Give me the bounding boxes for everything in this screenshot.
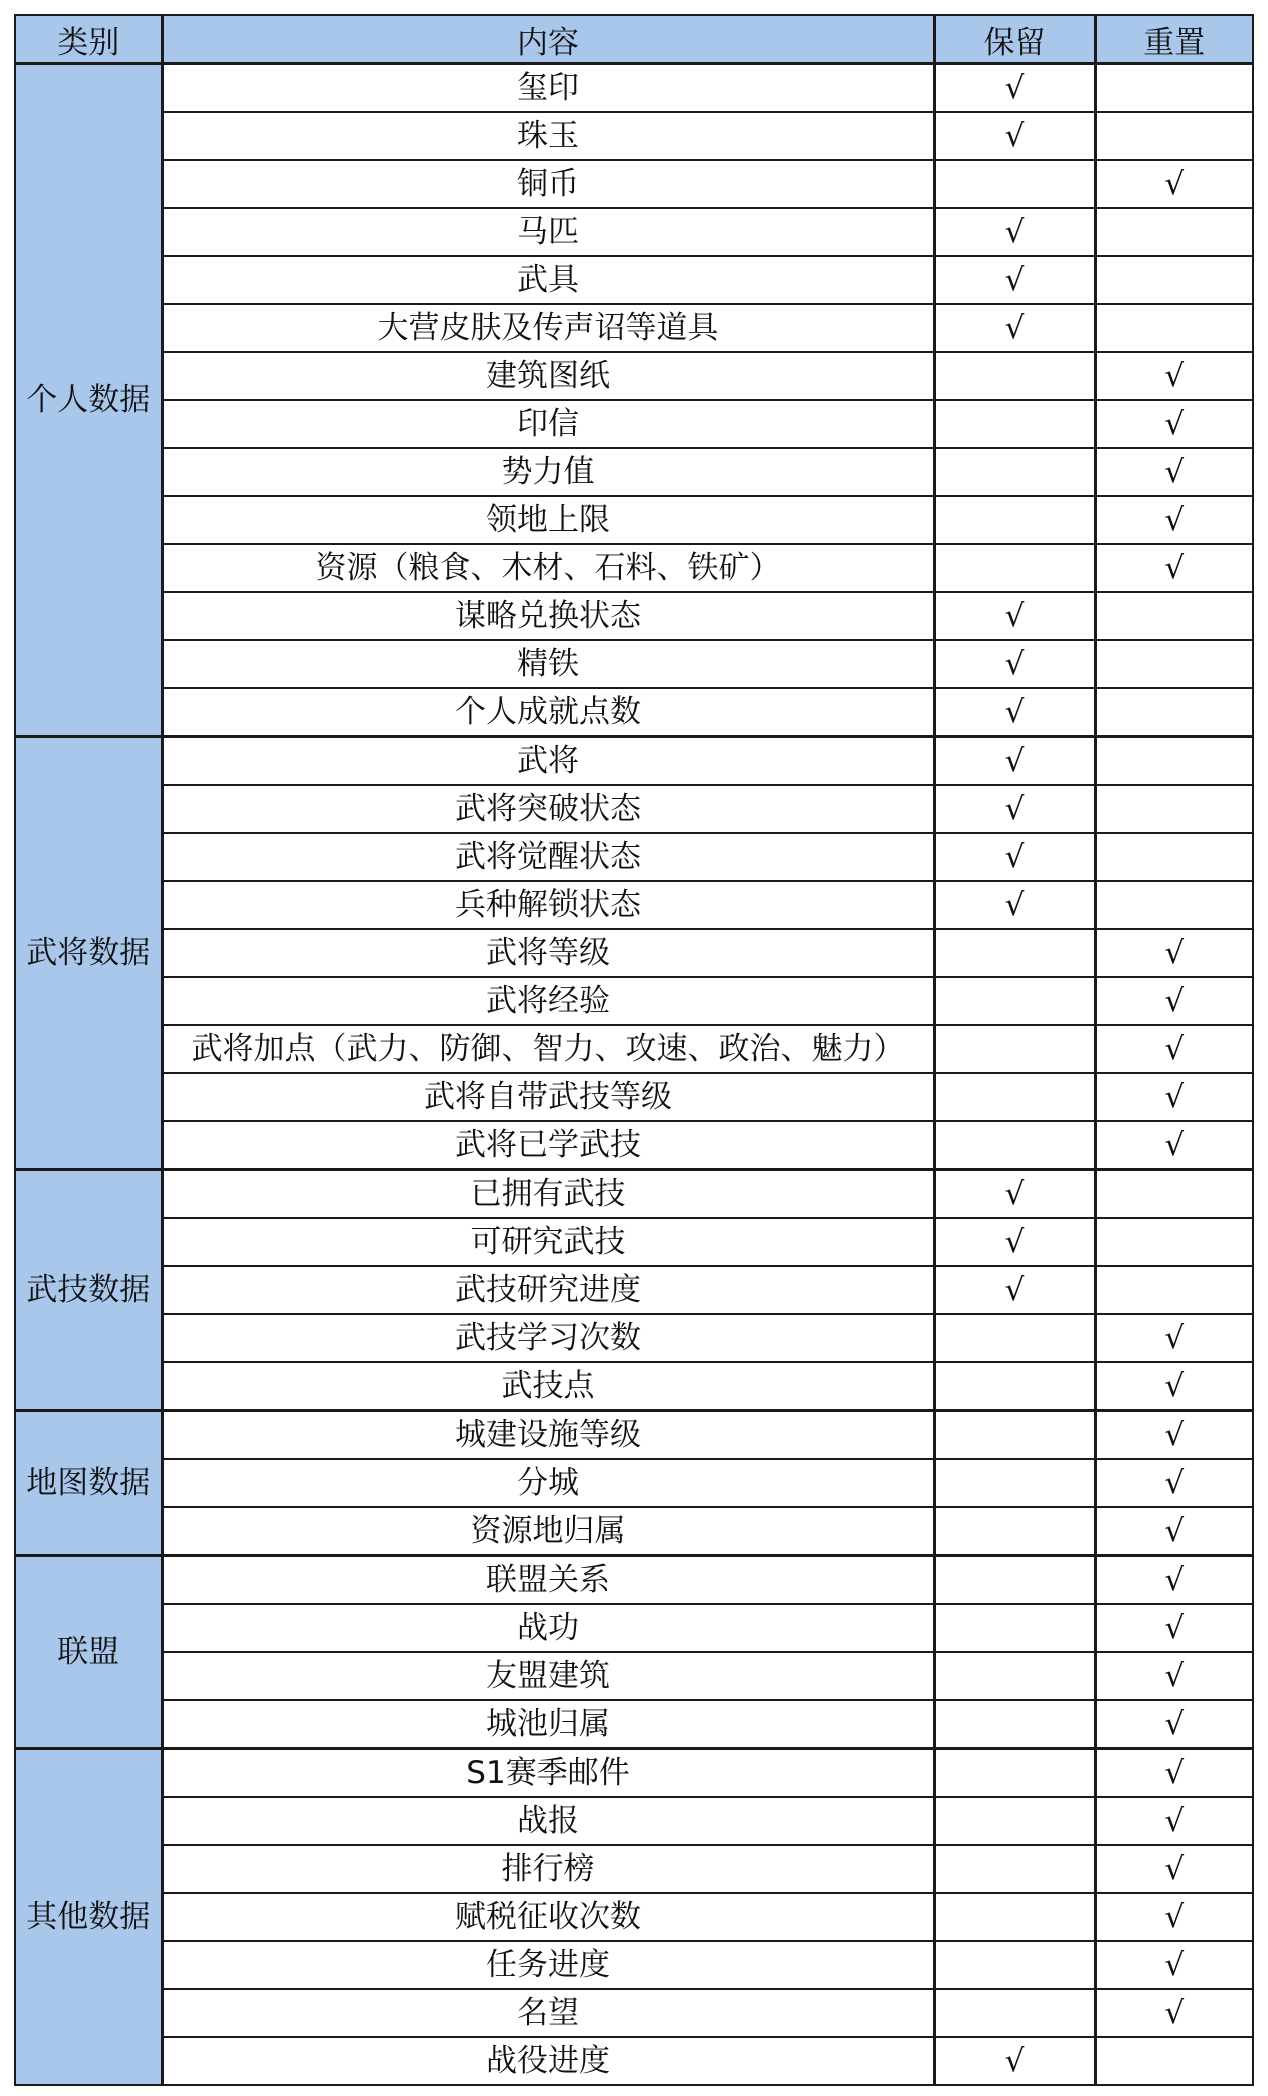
table-row xyxy=(15,785,1253,833)
table-row xyxy=(15,304,1253,352)
reset-cell xyxy=(1095,640,1253,688)
keep-cell: √ xyxy=(934,112,1095,160)
keep-cell xyxy=(934,1314,1095,1362)
reset-cell: √ xyxy=(1095,1362,1253,1411)
item-cell: 领地上限 xyxy=(162,496,934,544)
item-cell: 武将觉醒状态 xyxy=(162,833,934,881)
keep-cell xyxy=(934,1073,1095,1121)
item-cell: 铜币 xyxy=(162,160,934,208)
keep-cell xyxy=(934,160,1095,208)
item-cell: 武将已学武技 xyxy=(162,1121,934,1170)
keep-cell: √ xyxy=(934,785,1095,833)
reset-cell xyxy=(1095,304,1253,352)
reset-cell: √ xyxy=(1095,1556,1253,1605)
reset-cell: √ xyxy=(1095,1121,1253,1170)
item-cell: 玺印 xyxy=(162,64,934,113)
item-cell: 武技点 xyxy=(162,1362,934,1411)
item-cell: 势力值 xyxy=(162,448,934,496)
keep-cell: √ xyxy=(934,64,1095,113)
table-row xyxy=(15,352,1253,400)
keep-cell: √ xyxy=(934,640,1095,688)
table-row xyxy=(15,1556,1253,1605)
item-cell: 武将加点（武力、防御、智力、攻速、政治、魅力） xyxy=(162,1025,934,1073)
category-cell: 联盟 xyxy=(15,1556,162,1749)
reset-cell: √ xyxy=(1095,1507,1253,1556)
item-cell: 武技研究进度 xyxy=(162,1266,934,1314)
reset-cell: √ xyxy=(1095,1604,1253,1652)
keep-cell: √ xyxy=(934,304,1095,352)
reset-cell: √ xyxy=(1095,544,1253,592)
table-row xyxy=(15,1218,1253,1266)
item-cell: 战报 xyxy=(162,1797,934,1845)
item-cell: 大营皮肤及传声诏等道具 xyxy=(162,304,934,352)
item-cell: 珠玉 xyxy=(162,112,934,160)
item-cell: 联盟关系 xyxy=(162,1556,934,1605)
table-row xyxy=(15,1941,1253,1989)
reset-cell: √ xyxy=(1095,1025,1253,1073)
reset-cell: √ xyxy=(1095,1459,1253,1507)
keep-cell xyxy=(934,1411,1095,1460)
table-row xyxy=(15,1362,1253,1411)
data-reset-table-container xyxy=(14,14,1254,2086)
header-category: 类别 xyxy=(15,15,162,64)
keep-cell xyxy=(934,1941,1095,1989)
table-row xyxy=(15,1749,1253,1798)
table-row xyxy=(15,592,1253,640)
keep-cell xyxy=(934,352,1095,400)
keep-cell: √ xyxy=(934,1266,1095,1314)
item-cell: 武技学习次数 xyxy=(162,1314,934,1362)
keep-cell xyxy=(934,929,1095,977)
reset-cell xyxy=(1095,64,1253,113)
item-cell: 友盟建筑 xyxy=(162,1652,934,1700)
keep-cell: √ xyxy=(934,1170,1095,1219)
reset-cell: √ xyxy=(1095,1941,1253,1989)
item-cell: 武将突破状态 xyxy=(162,785,934,833)
reset-cell: √ xyxy=(1095,929,1253,977)
reset-cell: √ xyxy=(1095,1845,1253,1893)
keep-cell: √ xyxy=(934,256,1095,304)
item-cell: 马匹 xyxy=(162,208,934,256)
reset-cell xyxy=(1095,112,1253,160)
keep-cell: √ xyxy=(934,881,1095,929)
table-row xyxy=(15,112,1253,160)
table-row xyxy=(15,256,1253,304)
keep-cell xyxy=(934,1893,1095,1941)
item-cell: 印信 xyxy=(162,400,934,448)
reset-cell xyxy=(1095,881,1253,929)
keep-cell xyxy=(934,496,1095,544)
table-header xyxy=(15,15,1253,64)
item-cell: 精铁 xyxy=(162,640,934,688)
table-body xyxy=(15,64,1253,2086)
item-cell: 战役进度 xyxy=(162,2037,934,2085)
reset-cell: √ xyxy=(1095,1797,1253,1845)
reset-cell xyxy=(1095,1170,1253,1219)
category-cell: 地图数据 xyxy=(15,1411,162,1556)
table-row xyxy=(15,2037,1253,2085)
keep-cell xyxy=(934,1025,1095,1073)
table-row xyxy=(15,833,1253,881)
table-row xyxy=(15,64,1253,113)
keep-cell xyxy=(934,400,1095,448)
table-row xyxy=(15,1893,1253,1941)
reset-cell xyxy=(1095,737,1253,786)
table-row xyxy=(15,448,1253,496)
keep-cell: √ xyxy=(934,833,1095,881)
table-row xyxy=(15,1073,1253,1121)
item-cell: 分城 xyxy=(162,1459,934,1507)
reset-cell xyxy=(1095,2037,1253,2085)
header-content: 内容 xyxy=(162,15,934,64)
table-row xyxy=(15,640,1253,688)
table-row xyxy=(15,1604,1253,1652)
reset-cell xyxy=(1095,1266,1253,1314)
item-cell: 城池归属 xyxy=(162,1700,934,1749)
keep-cell xyxy=(934,1604,1095,1652)
header-row xyxy=(15,15,1253,64)
table-row xyxy=(15,544,1253,592)
table-row xyxy=(15,1507,1253,1556)
item-cell: 赋税征收次数 xyxy=(162,1893,934,1941)
item-cell: 武具 xyxy=(162,256,934,304)
table-row xyxy=(15,1797,1253,1845)
reset-cell: √ xyxy=(1095,1411,1253,1460)
reset-cell xyxy=(1095,1218,1253,1266)
table-row xyxy=(15,1411,1253,1460)
reset-cell xyxy=(1095,592,1253,640)
keep-cell xyxy=(934,1121,1095,1170)
item-cell: 武将自带武技等级 xyxy=(162,1073,934,1121)
reset-cell xyxy=(1095,256,1253,304)
keep-cell xyxy=(934,448,1095,496)
reset-cell xyxy=(1095,833,1253,881)
keep-cell xyxy=(934,1700,1095,1749)
keep-cell: √ xyxy=(934,688,1095,737)
reset-cell: √ xyxy=(1095,448,1253,496)
reset-cell: √ xyxy=(1095,1652,1253,1700)
item-cell: 任务进度 xyxy=(162,1941,934,1989)
table-row xyxy=(15,1652,1253,1700)
keep-cell xyxy=(934,977,1095,1025)
table-row xyxy=(15,688,1253,737)
item-cell: 已拥有武技 xyxy=(162,1170,934,1219)
keep-cell xyxy=(934,1556,1095,1605)
item-cell: 战功 xyxy=(162,1604,934,1652)
keep-cell xyxy=(934,1845,1095,1893)
table-row xyxy=(15,929,1253,977)
category-cell: 武技数据 xyxy=(15,1170,162,1411)
header-reset: 重置 xyxy=(1095,15,1253,64)
item-cell: 资源地归属 xyxy=(162,1507,934,1556)
keep-cell: √ xyxy=(934,208,1095,256)
item-cell: 武将等级 xyxy=(162,929,934,977)
keep-cell xyxy=(934,544,1095,592)
reset-cell xyxy=(1095,785,1253,833)
item-cell: 武将经验 xyxy=(162,977,934,1025)
reset-cell: √ xyxy=(1095,160,1253,208)
header-keep: 保留 xyxy=(934,15,1095,64)
table-row xyxy=(15,737,1253,786)
reset-cell: √ xyxy=(1095,496,1253,544)
table-row xyxy=(15,1025,1253,1073)
keep-cell xyxy=(934,1507,1095,1556)
table-row xyxy=(15,881,1253,929)
keep-cell xyxy=(934,1749,1095,1798)
item-cell: 建筑图纸 xyxy=(162,352,934,400)
item-cell: 城建设施等级 xyxy=(162,1411,934,1460)
item-cell: 谋略兑换状态 xyxy=(162,592,934,640)
table-row xyxy=(15,496,1253,544)
table-row xyxy=(15,1845,1253,1893)
reset-cell xyxy=(1095,688,1253,737)
category-cell: 武将数据 xyxy=(15,737,162,1170)
keep-cell: √ xyxy=(934,592,1095,640)
table-row xyxy=(15,208,1253,256)
category-cell: 个人数据 xyxy=(15,64,162,737)
table-row xyxy=(15,160,1253,208)
table-row xyxy=(15,977,1253,1025)
table-row xyxy=(15,1266,1253,1314)
reset-cell: √ xyxy=(1095,352,1253,400)
data-reset-table xyxy=(14,14,1254,2086)
reset-cell: √ xyxy=(1095,400,1253,448)
table-row xyxy=(15,1459,1253,1507)
reset-cell: √ xyxy=(1095,1893,1253,1941)
keep-cell: √ xyxy=(934,1218,1095,1266)
keep-cell xyxy=(934,1797,1095,1845)
item-cell: 可研究武技 xyxy=(162,1218,934,1266)
item-cell: 资源（粮食、木材、石料、铁矿） xyxy=(162,544,934,592)
item-cell: 排行榜 xyxy=(162,1845,934,1893)
table-row xyxy=(15,1170,1253,1219)
reset-cell: √ xyxy=(1095,1073,1253,1121)
reset-cell: √ xyxy=(1095,1989,1253,2037)
table-row xyxy=(15,400,1253,448)
table-row xyxy=(15,1989,1253,2037)
item-cell: 武将 xyxy=(162,737,934,786)
item-cell: 名望 xyxy=(162,1989,934,2037)
reset-cell: √ xyxy=(1095,1314,1253,1362)
item-cell: S1赛季邮件 xyxy=(162,1749,934,1798)
category-cell: 其他数据 xyxy=(15,1749,162,2086)
keep-cell: √ xyxy=(934,2037,1095,2085)
item-cell: 个人成就点数 xyxy=(162,688,934,737)
keep-cell xyxy=(934,1652,1095,1700)
reset-cell: √ xyxy=(1095,1749,1253,1798)
reset-cell: √ xyxy=(1095,1700,1253,1749)
keep-cell xyxy=(934,1362,1095,1411)
reset-cell xyxy=(1095,208,1253,256)
keep-cell xyxy=(934,1459,1095,1507)
table-row xyxy=(15,1314,1253,1362)
reset-cell: √ xyxy=(1095,977,1253,1025)
keep-cell xyxy=(934,1989,1095,2037)
item-cell: 兵种解锁状态 xyxy=(162,881,934,929)
keep-cell: √ xyxy=(934,737,1095,786)
table-row xyxy=(15,1700,1253,1749)
table-row xyxy=(15,1121,1253,1170)
